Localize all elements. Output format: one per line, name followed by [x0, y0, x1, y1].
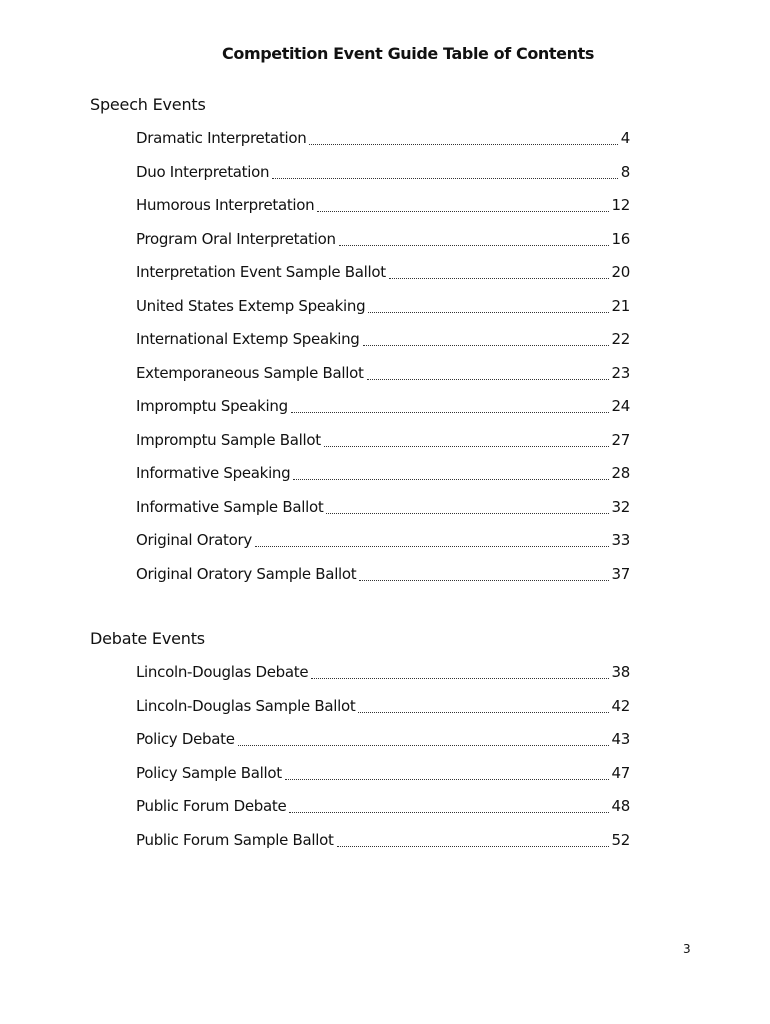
entry-label: Policy Debate — [136, 730, 235, 748]
leader-dots — [367, 364, 609, 380]
toc-entry[interactable] — [136, 831, 630, 865]
toc-entry[interactable] — [136, 230, 630, 264]
speech-entries-list — [136, 129, 630, 598]
entry-label: Humorous Interpretation — [136, 196, 315, 214]
entry-label: Informative Sample Ballot — [136, 497, 324, 516]
entry-label: United States Extemp Speaking — [136, 296, 366, 315]
toc-entry[interactable] — [136, 431, 630, 465]
section-heading-speech: Speech Events — [90, 95, 206, 114]
entry-page: 27 — [611, 430, 630, 449]
entry-page: 52 — [611, 830, 630, 849]
entry-page: 43 — [611, 730, 630, 748]
entry-label: Dramatic Interpretation — [136, 129, 307, 147]
leader-dots — [363, 330, 609, 346]
leader-dots — [309, 129, 617, 145]
entry-page: 20 — [611, 263, 630, 281]
entry-label: Interpretation Event Sample Ballot — [136, 263, 386, 281]
leader-dots — [326, 498, 608, 514]
entry-label: Policy Sample Ballot — [136, 763, 282, 782]
entry-label: Impromptu Speaking — [136, 397, 288, 415]
toc-entry[interactable] — [136, 263, 630, 297]
entry-page: 37 — [611, 564, 630, 583]
entry-page: 32 — [611, 497, 630, 516]
entry-page: 42 — [611, 696, 630, 715]
section-heading-debate: Debate Events — [90, 629, 205, 648]
toc-entry[interactable] — [136, 663, 630, 697]
toc-entry[interactable] — [136, 764, 630, 798]
entry-page: 4 — [620, 129, 630, 147]
leader-dots — [311, 663, 608, 679]
entry-page: 23 — [611, 363, 630, 382]
toc-entry[interactable] — [136, 531, 630, 565]
entry-page: 22 — [611, 330, 630, 348]
entry-page: 16 — [611, 229, 630, 248]
entry-page: 47 — [611, 763, 630, 782]
entry-label: Extemporaneous Sample Ballot — [136, 363, 364, 382]
entry-label: Original Oratory — [136, 531, 252, 549]
debate-entries-list — [136, 663, 630, 864]
toc-entry[interactable] — [136, 464, 630, 498]
toc-entry[interactable] — [136, 297, 630, 331]
leader-dots — [359, 565, 608, 581]
entry-label: Public Forum Sample Ballot — [136, 830, 334, 849]
leader-dots — [238, 730, 609, 746]
entry-page: 38 — [611, 663, 630, 681]
toc-entry[interactable] — [136, 565, 630, 599]
toc-entry[interactable] — [136, 163, 630, 197]
toc-entry[interactable] — [136, 196, 630, 230]
page-title: Competition Event Guide Table of Contents — [222, 44, 594, 63]
entry-label: Lincoln-Douglas Sample Ballot — [136, 696, 356, 715]
leader-dots — [368, 297, 608, 313]
entry-page: 21 — [611, 296, 630, 315]
entry-label: Program Oral Interpretation — [136, 229, 336, 248]
leader-dots — [324, 431, 609, 447]
toc-entry[interactable] — [136, 697, 630, 731]
entry-page: 8 — [620, 162, 630, 181]
leader-dots — [389, 263, 609, 279]
entry-label: Lincoln-Douglas Debate — [136, 663, 309, 681]
leader-dots — [285, 764, 609, 780]
leader-dots — [337, 831, 609, 847]
toc-entry[interactable] — [136, 397, 630, 431]
leader-dots — [255, 531, 609, 547]
entry-label: International Extemp Speaking — [136, 330, 360, 348]
leader-dots — [358, 697, 608, 713]
entry-page: 24 — [611, 397, 630, 415]
leader-dots — [317, 196, 608, 212]
entry-label: Public Forum Debate — [136, 797, 287, 815]
entry-label: Original Oratory Sample Ballot — [136, 564, 357, 583]
toc-entry[interactable] — [136, 364, 630, 398]
entry-label: Impromptu Sample Ballot — [136, 430, 321, 449]
leader-dots — [272, 163, 618, 179]
entry-page: 48 — [611, 797, 630, 815]
entry-page: 12 — [611, 196, 630, 214]
page-number: 3 — [683, 942, 691, 956]
leader-dots — [289, 797, 608, 813]
toc-entry[interactable] — [136, 730, 630, 764]
leader-dots — [291, 397, 609, 413]
toc-entry[interactable] — [136, 797, 630, 831]
toc-entry[interactable] — [136, 330, 630, 364]
toc-entry[interactable] — [136, 498, 630, 532]
leader-dots — [293, 464, 608, 480]
entry-label: Informative Speaking — [136, 464, 291, 482]
leader-dots — [339, 230, 609, 246]
entry-page: 28 — [611, 464, 630, 482]
entry-page: 33 — [611, 531, 630, 549]
entry-label: Duo Interpretation — [136, 162, 270, 181]
toc-entry[interactable] — [136, 129, 630, 163]
